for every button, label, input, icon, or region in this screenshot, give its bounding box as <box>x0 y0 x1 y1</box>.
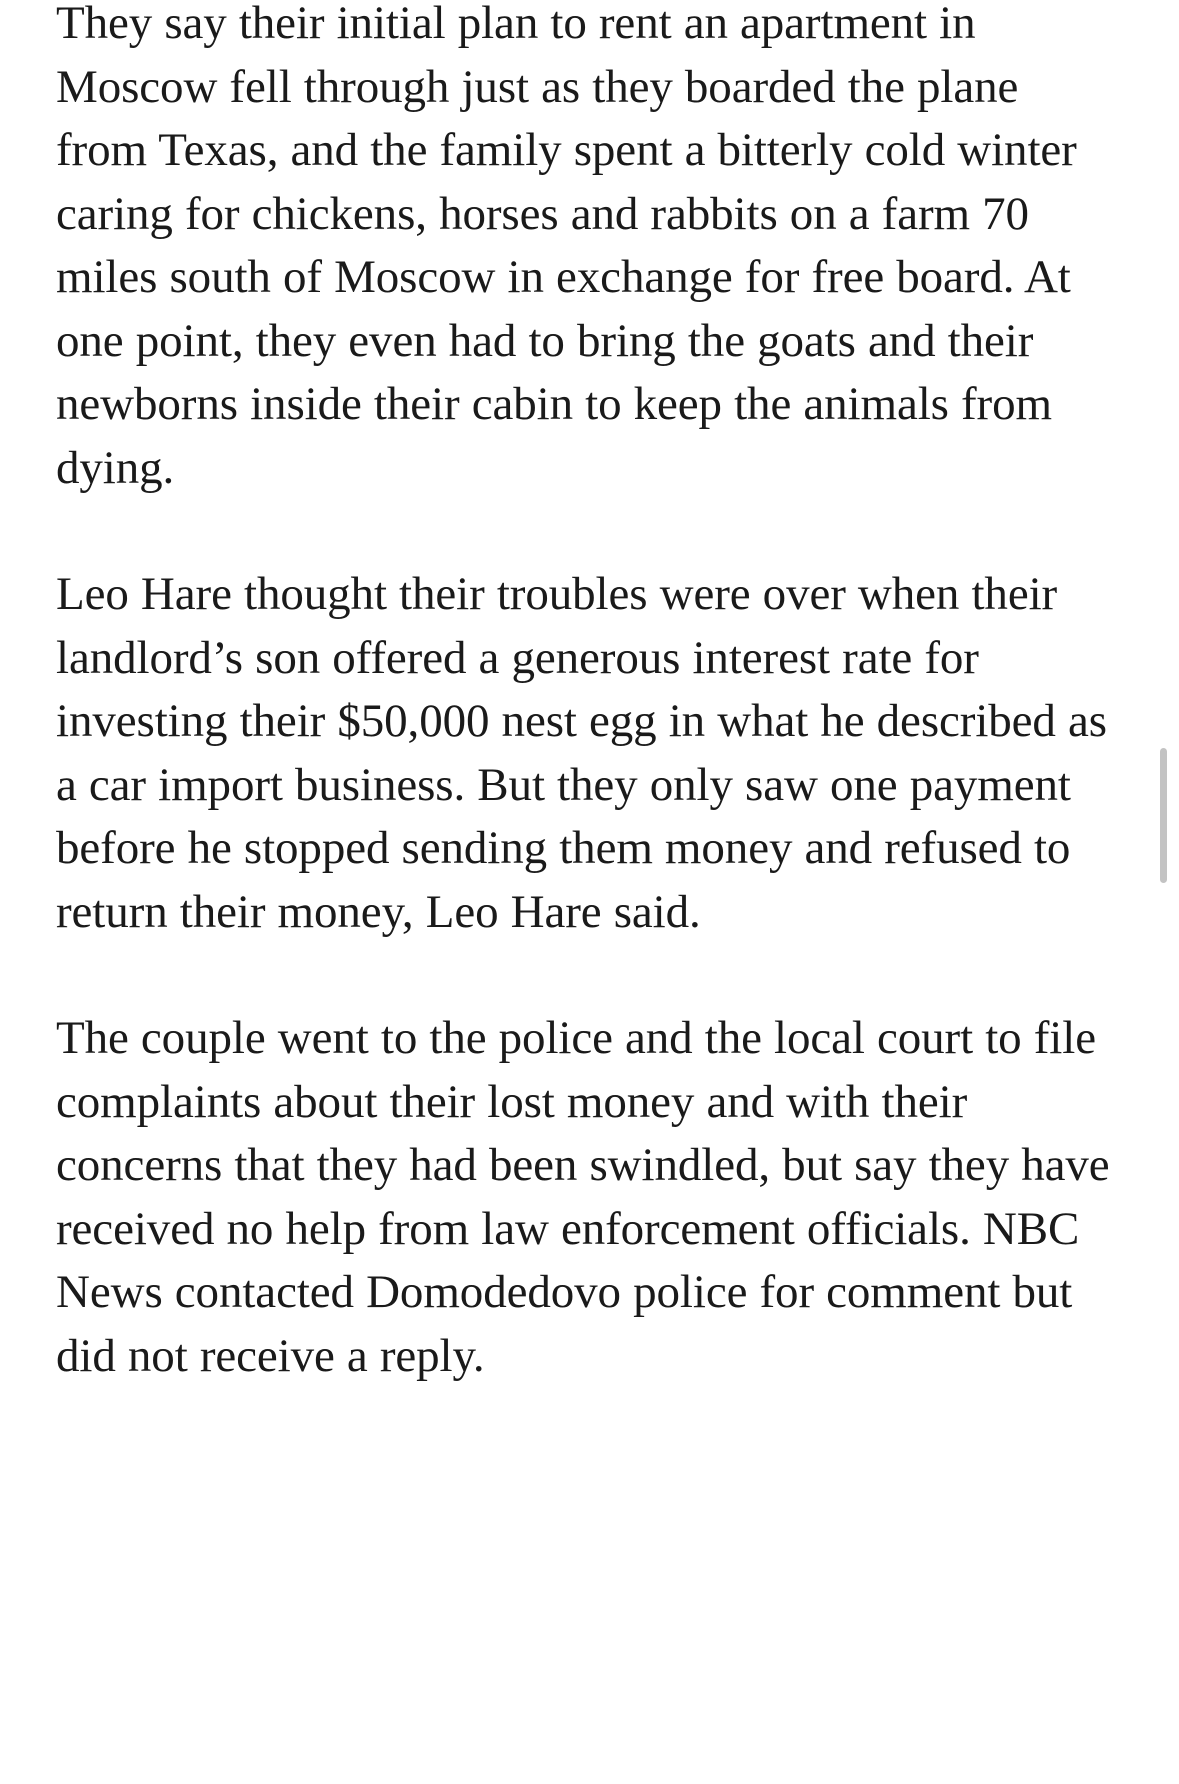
scrollbar-track[interactable] <box>1165 0 1173 1784</box>
article-paragraph: They say their initial plan to rent an apartment in Moscow fell through just as they boarded the plane from Texas, and the family spent a bitterly cold winter caring for chickens, horses and rabbits on a farm 70 miles south of Moscow in exchange for free board. At one point, they even had to bring the goats and their newborns inside their cabin to keep the animals from dying. <box>56 0 1077 494</box>
scrollbar-thumb[interactable] <box>1160 748 1167 883</box>
article-paragraph: The couple went to the police and the local court to file complaints about their lost money and with their concerns that they had been swindled, but say they have received no help from law enforcement officials. NBC News contacted Domodedovo police for comment but did not receive a reply. <box>56 1012 1110 1382</box>
article-paragraph: Leo Hare thought their troubles were over when their landlord’s son offered a generous interest rate for investing their $50,000 nest egg in what he described as a car import business. But they only saw one payment before he stopped sending them money and refused to return their money, Leo Hare said. <box>56 568 1107 938</box>
